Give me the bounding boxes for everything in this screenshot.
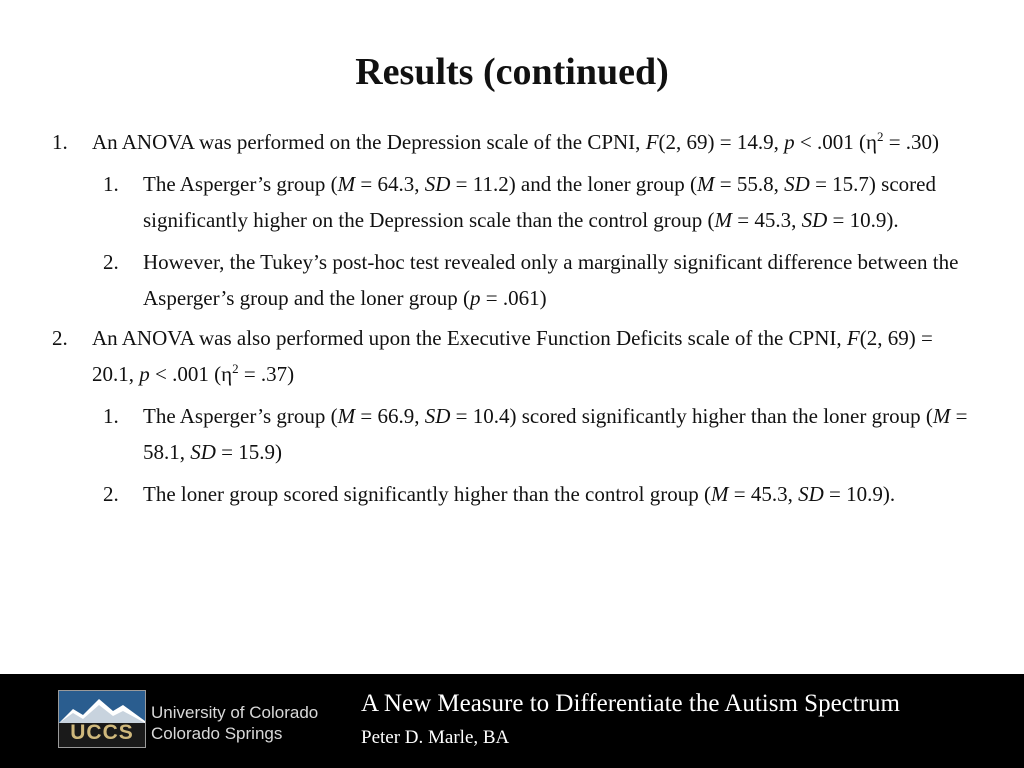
text-segment: = 64.3,: [355, 172, 425, 196]
text-segment: The Asperger’s group (: [143, 404, 338, 428]
university-name: [151, 702, 318, 744]
italic-symbol: M: [932, 404, 951, 428]
superscript: 2: [876, 129, 884, 144]
italic-symbol: SD: [801, 208, 828, 232]
university-line-2: Colorado Springs: [151, 724, 283, 743]
text-segment: < .001 (η: [794, 130, 877, 154]
text-segment: = .061): [480, 286, 547, 310]
sub-list-item: [103, 244, 968, 316]
list-item: [52, 124, 964, 160]
italic-symbol: SD: [190, 440, 216, 464]
text-segment: = 55.8,: [714, 172, 785, 196]
uccs-logo: [58, 690, 146, 748]
list-number: 1.: [52, 130, 68, 154]
text-segment: = 10.9).: [823, 482, 896, 506]
text-segment: = 45.3,: [732, 208, 802, 232]
sub-list-item: [103, 166, 968, 238]
text-segment: = 66.9,: [355, 404, 425, 428]
sub-list-number: 1.: [103, 404, 119, 428]
text-segment: = 45.3,: [728, 482, 799, 506]
italic-symbol: SD: [798, 482, 824, 506]
text-segment: < .001 (η: [149, 362, 233, 386]
italic-symbol: M: [711, 482, 729, 506]
text-segment: = 15.7) scored significantly higher on the Depression scale than the control group (: [143, 172, 936, 232]
logo-text: UCCS: [70, 721, 134, 744]
list-number: 2.: [52, 326, 68, 350]
text-segment: = 11.2) and the loner group (: [450, 172, 698, 196]
italic-symbol: M: [714, 208, 733, 232]
text-segment: = 15.9): [215, 440, 283, 464]
text-segment: The loner group scored significantly higher than the control group (: [143, 482, 712, 506]
slide-title: Results (continued): [355, 51, 669, 93]
text-segment: = .37): [238, 362, 295, 386]
italic-symbol: F: [645, 130, 659, 154]
italic-symbol: p: [784, 130, 795, 154]
italic-symbol: p: [469, 286, 481, 310]
text-segment: = 10.9).: [827, 208, 899, 232]
text-segment: = 58.1,: [143, 404, 968, 464]
list-item: [52, 320, 964, 392]
author-name: Peter D. Marle, BA: [361, 727, 510, 748]
mountain-logo-icon: [59, 691, 145, 723]
results-list: [0, 124, 1024, 516]
italic-symbol: M: [337, 172, 356, 196]
text-segment: = .30): [883, 130, 940, 154]
sub-list-number: 2.: [103, 250, 119, 274]
text-segment: = 10.4) scored significantly higher than the loner group (: [450, 404, 933, 428]
superscript: 2: [232, 361, 239, 376]
text-segment: (2, 69) = 20.1,: [92, 326, 933, 386]
text-segment: An ANOVA was performed on the Depression scale of the CPNI,: [92, 130, 646, 154]
sub-list-number: 1.: [103, 172, 119, 196]
italic-symbol: M: [697, 172, 715, 196]
italic-symbol: SD: [424, 172, 451, 196]
presentation-title: A New Measure to Differentiate the Autism Spectrum: [361, 690, 900, 717]
italic-symbol: SD: [784, 172, 810, 196]
italic-symbol: SD: [424, 404, 451, 428]
text-segment: (2, 69) = 14.9,: [658, 130, 785, 154]
sub-list-number: 2.: [103, 482, 119, 506]
sub-list-item: [103, 476, 968, 512]
sub-list-item: [103, 398, 968, 470]
italic-symbol: p: [139, 362, 150, 386]
italic-symbol: F: [846, 326, 860, 350]
text-segment: However, the Tukey’s post-hoc test revealed only a marginally significant difference between the Asperger’s group and the loner group (: [143, 250, 959, 310]
university-line-1: University of Colorado: [151, 703, 319, 722]
italic-symbol: M: [337, 404, 356, 428]
footer-bar: [0, 674, 1024, 768]
text-segment: An ANOVA was also performed upon the Executive Function Deficits scale of the CPNI,: [92, 326, 847, 350]
text-segment: The Asperger’s group (: [143, 172, 338, 196]
